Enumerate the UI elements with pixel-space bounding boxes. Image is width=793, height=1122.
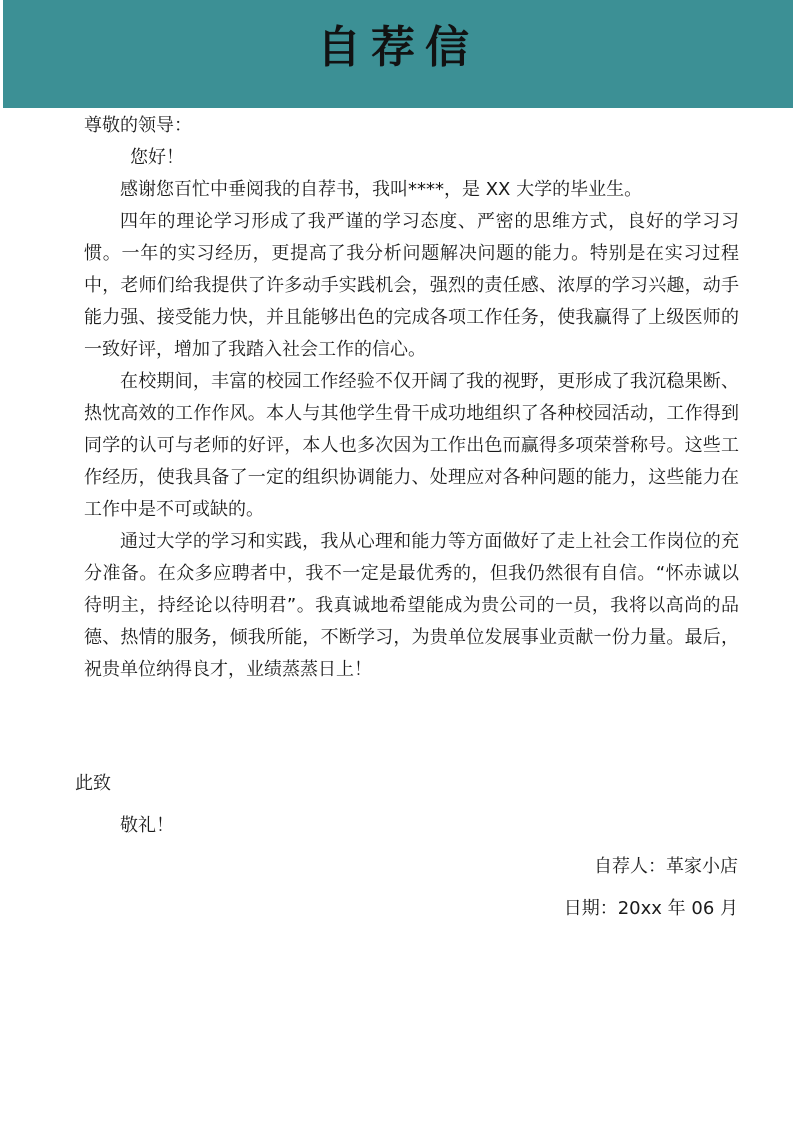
paragraph-intro: 感谢您百忙中垂阅我的自荐书，我叫****，是 XX 大学的毕业生。 — [120, 179, 643, 200]
signer: 自荐人：革家小店 — [594, 856, 738, 877]
salutation: 尊敬的领导： — [84, 115, 192, 136]
paragraph-study: 四年的理论学习形成了我严谨的学习态度、严密的思维方式，良好的学习习惯。一年的实习经历，更提高了我分析问题解决问题的能力。特别是在实习过程中，老师们给我提供了许多动手实践机会，强烈的责任感、浓厚的学习兴趣，动手能力强、接受能力快，并且能够出色的完成各项工作任务，使我赢得了上级医师的一致好评，增加了我踏入社会工作的信心。 — [84, 211, 739, 360]
regards: 敬礼！ — [120, 815, 174, 836]
date: 日期：20xx 年 06 月 — [563, 898, 738, 919]
header-banner — [3, 0, 793, 108]
page-title: 自荐信 — [317, 22, 479, 73]
paragraph-campus: 在校期间，丰富的校园工作经验不仅开阔了我的视野，更形成了我沉稳果断、热忱高效的工作作风。本人与其他学生骨干成功地组织了各种校园活动，工作得到同学的认可与老师的好评，本人也多次因为工作出色而赢得多项荣誉称号。这些工作经历，使我具备了一定的组织协调能力、处理应对各种问题的能力，这些能力在工作中是不可或缺的。 — [84, 371, 739, 520]
greeting: 您好！ — [130, 147, 184, 168]
closing: 此致 — [75, 773, 111, 794]
paragraph-conclusion: 通过大学的学习和实践，我从心理和能力等方面做好了走上社会工作岗位的充分准备。在众多应聘者中，我不一定是最优秀的，但我仍然很有自信。“怀赤诚以待明主，持经论以待明君”。我真诚地希望能成为贵公司的一员，我将以高尚的品德、热情的服务，倾我所能，不断学习，为贵单位发展事业贡献一份力量。最后，祝贵单位纳得良才，业绩蒸蒸日上！ — [84, 531, 739, 680]
